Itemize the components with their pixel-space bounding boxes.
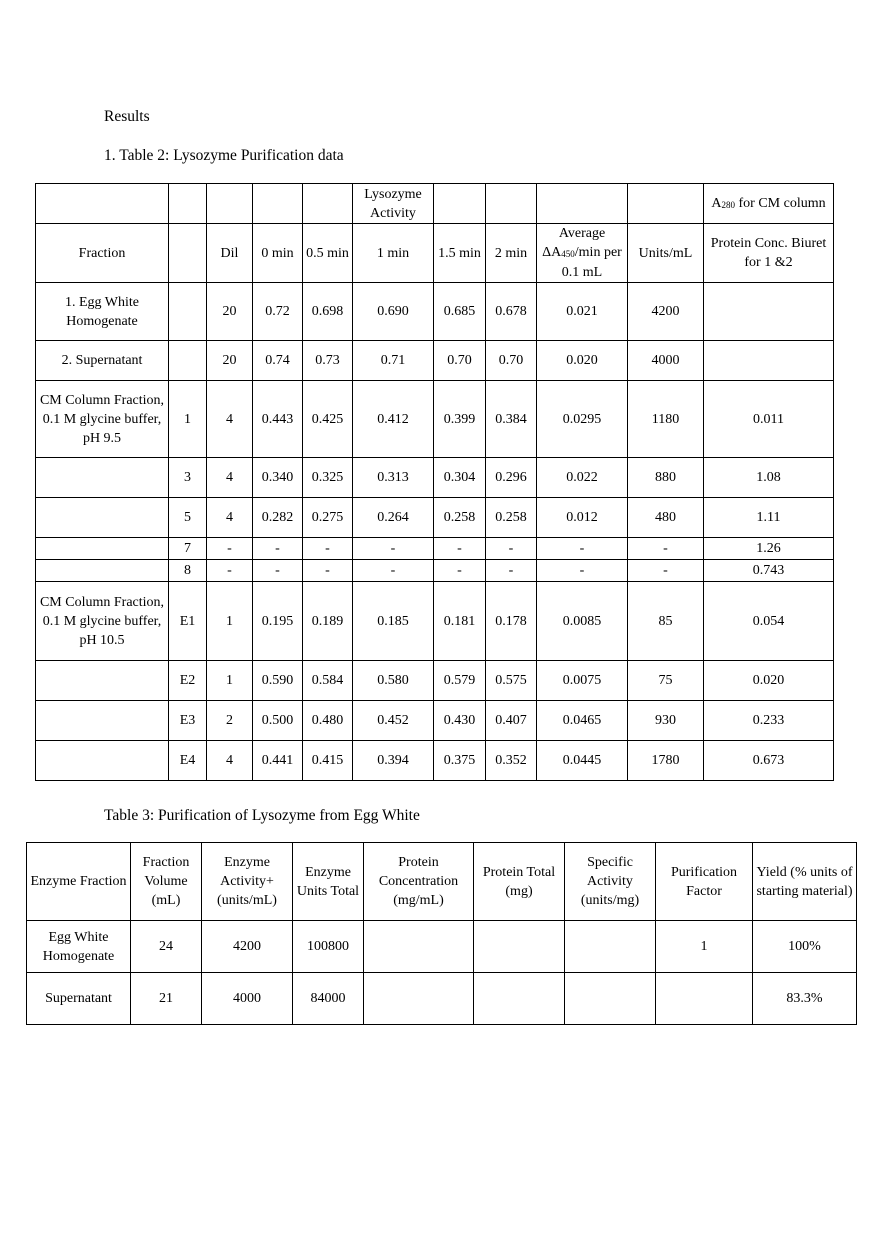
cell-1min: 0.71 xyxy=(353,341,434,381)
cell-1min: - xyxy=(353,560,434,582)
cell-fraction xyxy=(36,458,169,498)
table3-header-cell: Purification Factor xyxy=(656,843,753,921)
cell-protein: 0.011 xyxy=(704,381,834,458)
col-dil: Dil xyxy=(207,224,253,283)
cell-0min: 0.195 xyxy=(253,582,303,661)
lysozyme-purification-table xyxy=(35,183,834,781)
lysozyme-activity-header: Lysozyme Activity xyxy=(353,184,434,224)
cell-15min: - xyxy=(434,538,486,560)
table-row xyxy=(27,921,857,973)
cell-average: 0.0075 xyxy=(537,661,628,701)
table-row xyxy=(36,560,834,582)
cell-dil: 4 xyxy=(207,498,253,538)
cell-15min: 0.70 xyxy=(434,341,486,381)
cell-protein: 0.743 xyxy=(704,560,834,582)
cell-number xyxy=(169,341,207,381)
cell-units: 4200 xyxy=(628,283,704,341)
cell-15min: 0.579 xyxy=(434,661,486,701)
cell-number: E4 xyxy=(169,741,207,781)
table3-cell: Egg White Homogenate xyxy=(27,921,131,973)
cell-units: 1180 xyxy=(628,381,704,458)
cell-0min: - xyxy=(253,538,303,560)
cell-0min: 0.441 xyxy=(253,741,303,781)
cell-number: 3 xyxy=(169,458,207,498)
cell-05min: 0.275 xyxy=(303,498,353,538)
cell-number: 7 xyxy=(169,538,207,560)
cell-units: - xyxy=(628,560,704,582)
cell-05min: 0.73 xyxy=(303,341,353,381)
table-row xyxy=(36,381,834,458)
table3-cell: 84000 xyxy=(293,973,364,1025)
col-05min: 0.5 min xyxy=(303,224,353,283)
cell-units: - xyxy=(628,538,704,560)
cell-1min: - xyxy=(353,538,434,560)
cell-0min: 0.443 xyxy=(253,381,303,458)
cell-dil: 4 xyxy=(207,741,253,781)
cell-2min: 0.575 xyxy=(486,661,537,701)
cell-dil: 1 xyxy=(207,582,253,661)
cell-1min: 0.580 xyxy=(353,661,434,701)
a280-header: $A_{280}$ for CM column xyxy=(704,184,834,224)
cell-fraction xyxy=(36,538,169,560)
col-protein: Protein Conc. Biuret for 1 &2 xyxy=(704,224,834,283)
table3-caption: Table 3: Purification of Lysozyme from Egg White xyxy=(104,807,420,824)
cell-0min: 0.74 xyxy=(253,341,303,381)
cell-average: 0.012 xyxy=(537,498,628,538)
purification-summary-table xyxy=(26,842,857,1025)
cell-2min: - xyxy=(486,560,537,582)
cell-dil: 4 xyxy=(207,458,253,498)
table3-cell xyxy=(656,973,753,1025)
col-15min: 1.5 min xyxy=(434,224,486,283)
table3-header-row xyxy=(27,843,857,921)
cell-05min: 0.425 xyxy=(303,381,353,458)
table3-header-cell: Protein Total (mg) xyxy=(474,843,565,921)
cell-dil: - xyxy=(207,560,253,582)
cell-05min: 0.189 xyxy=(303,582,353,661)
cell-protein xyxy=(704,283,834,341)
cell-units: 75 xyxy=(628,661,704,701)
table3-cell: 4000 xyxy=(202,973,293,1025)
table3-cell xyxy=(565,973,656,1025)
cell-protein: 0.673 xyxy=(704,741,834,781)
cell-05min: - xyxy=(303,560,353,582)
cell-units: 880 xyxy=(628,458,704,498)
table3-cell xyxy=(565,921,656,973)
cell-fraction: CM Column Fraction, 0.1 M glycine buffer, pH 10.5 xyxy=(36,582,169,661)
cell-average: 0.0445 xyxy=(537,741,628,781)
col-1min: 1 min xyxy=(353,224,434,283)
cell-2min: 0.678 xyxy=(486,283,537,341)
table3-cell: 100800 xyxy=(293,921,364,973)
cell-average: 0.020 xyxy=(537,341,628,381)
cell-0min: - xyxy=(253,560,303,582)
table-row xyxy=(36,701,834,741)
cell-protein: 1.11 xyxy=(704,498,834,538)
cell-2min: 0.70 xyxy=(486,341,537,381)
cell-0min: 0.340 xyxy=(253,458,303,498)
table3-header-cell: Specific Activity (units/mg) xyxy=(565,843,656,921)
table3-cell: 4200 xyxy=(202,921,293,973)
table3-header-cell: Enzyme Activity+ (units/mL) xyxy=(202,843,293,921)
table-row xyxy=(36,498,834,538)
table-row xyxy=(36,741,834,781)
table-row xyxy=(36,538,834,560)
cell-number: E2 xyxy=(169,661,207,701)
cell-protein: 0.233 xyxy=(704,701,834,741)
table-row xyxy=(27,973,857,1025)
cell-1min: 0.412 xyxy=(353,381,434,458)
cell-fraction xyxy=(36,661,169,701)
cell-average: - xyxy=(537,560,628,582)
cell-1min: 0.452 xyxy=(353,701,434,741)
cell-1min: 0.690 xyxy=(353,283,434,341)
cell-fraction: CM Column Fraction, 0.1 M glycine buffer, pH 9.5 xyxy=(36,381,169,458)
cell-2min: 0.384 xyxy=(486,381,537,458)
cell-units: 930 xyxy=(628,701,704,741)
cell-05min: 0.325 xyxy=(303,458,353,498)
cell-05min: 0.698 xyxy=(303,283,353,341)
table3-cell xyxy=(474,921,565,973)
table-row xyxy=(36,458,834,498)
cell-2min: - xyxy=(486,538,537,560)
cell-05min: 0.415 xyxy=(303,741,353,781)
col-units: Units/mL xyxy=(628,224,704,283)
col-0min: 0 min xyxy=(253,224,303,283)
table-row xyxy=(36,341,834,381)
cell-15min: 0.430 xyxy=(434,701,486,741)
col-blank xyxy=(169,224,207,283)
cell-15min: 0.375 xyxy=(434,741,486,781)
cell-15min: 0.181 xyxy=(434,582,486,661)
table-row xyxy=(36,283,834,341)
cell-05min: - xyxy=(303,538,353,560)
cell-average: 0.021 xyxy=(537,283,628,341)
cell-fraction xyxy=(36,560,169,582)
cell-fraction xyxy=(36,701,169,741)
cell-average: - xyxy=(537,538,628,560)
cell-dil: 2 xyxy=(207,701,253,741)
table2-caption: 1. Table 2: Lysozyme Purification data xyxy=(104,147,344,164)
table3-cell: 83.3% xyxy=(753,973,857,1025)
cell-0min: 0.590 xyxy=(253,661,303,701)
table3-cell xyxy=(364,921,474,973)
cell-1min: 0.394 xyxy=(353,741,434,781)
cell-number: E3 xyxy=(169,701,207,741)
cell-fraction: 1. Egg White Homogenate xyxy=(36,283,169,341)
table3-cell: Supernatant xyxy=(27,973,131,1025)
cell-protein: 1.08 xyxy=(704,458,834,498)
cell-protein: 0.020 xyxy=(704,661,834,701)
cell-15min: 0.685 xyxy=(434,283,486,341)
cell-2min: 0.296 xyxy=(486,458,537,498)
table3-header-cell: Protein Concentration (mg/mL) xyxy=(364,843,474,921)
cell-protein: 0.054 xyxy=(704,582,834,661)
cell-average: 0.0085 xyxy=(537,582,628,661)
results-heading: Results xyxy=(104,108,150,125)
cell-2min: 0.258 xyxy=(486,498,537,538)
cell-average: 0.022 xyxy=(537,458,628,498)
cell-05min: 0.584 xyxy=(303,661,353,701)
cell-2min: 0.407 xyxy=(486,701,537,741)
table3-header-cell: Enzyme Units Total xyxy=(293,843,364,921)
cell-average: 0.0465 xyxy=(537,701,628,741)
cell-average: 0.0295 xyxy=(537,381,628,458)
cell-0min: 0.282 xyxy=(253,498,303,538)
cell-units: 85 xyxy=(628,582,704,661)
col-average: Average $\Delta A_{450}/\min$ per 0.1 mL xyxy=(537,224,628,283)
cell-dil: 20 xyxy=(207,341,253,381)
cell-number: 1 xyxy=(169,381,207,458)
table3-cell xyxy=(364,973,474,1025)
table2-top-header-row xyxy=(36,184,834,224)
cell-05min: 0.480 xyxy=(303,701,353,741)
table3-header-cell: Enzyme Fraction xyxy=(27,843,131,921)
cell-fraction xyxy=(36,741,169,781)
cell-15min: 0.304 xyxy=(434,458,486,498)
cell-units: 480 xyxy=(628,498,704,538)
table3-cell: 1 xyxy=(656,921,753,973)
table-row xyxy=(36,582,834,661)
cell-1min: 0.264 xyxy=(353,498,434,538)
cell-fraction: 2. Supernatant xyxy=(36,341,169,381)
table3-cell: 21 xyxy=(131,973,202,1025)
cell-dil: 4 xyxy=(207,381,253,458)
table2-column-header-row xyxy=(36,224,834,283)
cell-number: 5 xyxy=(169,498,207,538)
table-row xyxy=(36,661,834,701)
table3-cell: 100% xyxy=(753,921,857,973)
cell-number xyxy=(169,283,207,341)
cell-15min: 0.399 xyxy=(434,381,486,458)
table3-cell xyxy=(474,973,565,1025)
cell-protein xyxy=(704,341,834,381)
cell-15min: 0.258 xyxy=(434,498,486,538)
table3-header-cell: Yield (% units of starting material) xyxy=(753,843,857,921)
cell-0min: 0.72 xyxy=(253,283,303,341)
cell-number: 8 xyxy=(169,560,207,582)
cell-2min: 0.178 xyxy=(486,582,537,661)
col-2min: 2 min xyxy=(486,224,537,283)
cell-dil: 20 xyxy=(207,283,253,341)
col-fraction: Fraction xyxy=(36,224,169,283)
cell-number: E1 xyxy=(169,582,207,661)
cell-1min: 0.185 xyxy=(353,582,434,661)
cell-1min: 0.313 xyxy=(353,458,434,498)
cell-dil: - xyxy=(207,538,253,560)
cell-2min: 0.352 xyxy=(486,741,537,781)
cell-fraction xyxy=(36,498,169,538)
cell-units: 4000 xyxy=(628,341,704,381)
cell-15min: - xyxy=(434,560,486,582)
cell-protein: 1.26 xyxy=(704,538,834,560)
cell-units: 1780 xyxy=(628,741,704,781)
cell-0min: 0.500 xyxy=(253,701,303,741)
cell-dil: 1 xyxy=(207,661,253,701)
table3-header-cell: Fraction Volume (mL) xyxy=(131,843,202,921)
table3-cell: 24 xyxy=(131,921,202,973)
